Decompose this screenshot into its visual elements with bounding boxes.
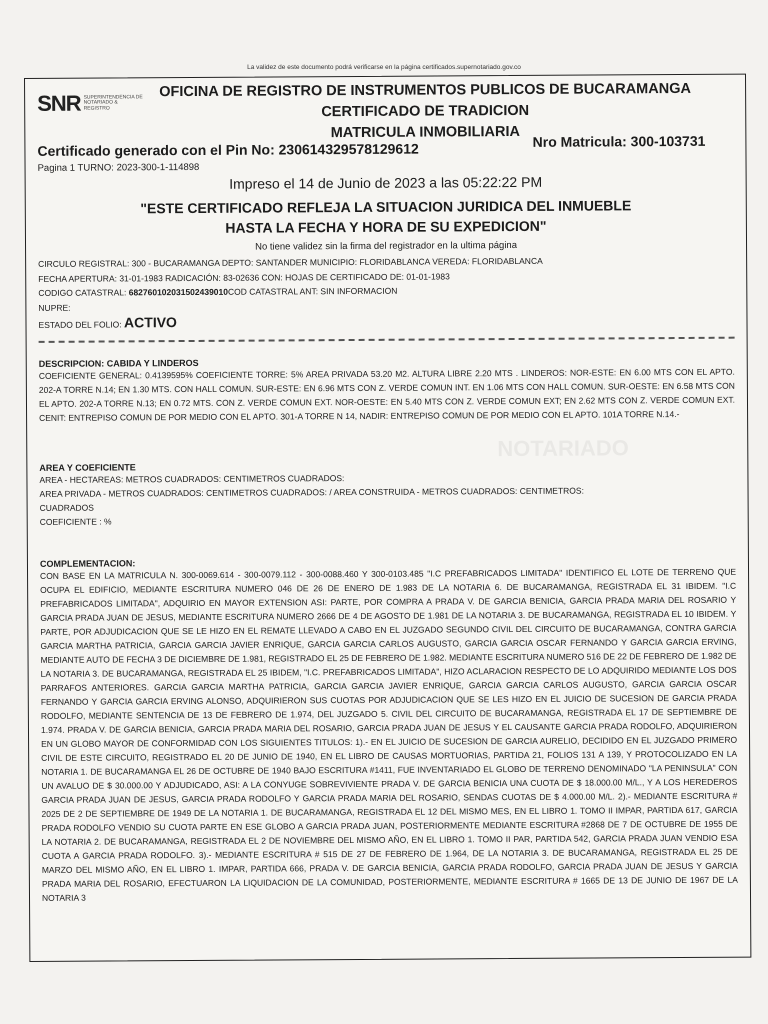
area-line2: AREA PRIVADA - METROS CUADRADOS: CENTIMETROS CUADRADOS: / AREA CONSTRUIDA - METROS CUADRADOS: CENTIMETROS: (39, 485, 584, 499)
area-line1: AREA - HECTAREAS: METROS CUADRADOS: CENTIMETROS CUADRADOS: (39, 473, 345, 485)
logo-text: SUPERINTENDENCIA DE NOTARIADO & REGISTRO (83, 94, 143, 112)
circulo-registral: CIRCULO REGISTRAL: 300 - BUCARAMANGA DEPTO: SANTANDER MUNICIPIO: FLORIDABLANCA VEREDA: FLORIDABLANCA (38, 255, 543, 269)
pin-text: Certificado generado con el Pin No: 230614329578129612 (37, 140, 419, 159)
registry-metadata (38, 253, 728, 315)
watermark: NOTARIADO (497, 435, 629, 462)
area-section (39, 459, 735, 529)
area-title: AREA Y COEFICIENTE (39, 462, 136, 473)
dashed-divider (39, 337, 735, 343)
matricula-title: MATRICULA INMOBILIARIA (330, 123, 521, 142)
validity-note: No tiene validez sin la firma del registrador en la ultima página (255, 239, 518, 253)
area-line3: CUADRADOS (39, 502, 94, 513)
print-date: Impreso el 14 de Junio de 2023 a las 05:22:22 PM (229, 173, 543, 192)
office-title: OFICINA DE REGISTRO DE INSTRUMENTOS PUBLICOS DE BUCARAMANGA (159, 80, 691, 101)
codigo-catastral-value: 682760102031502439010 (128, 286, 229, 298)
nupre: NUPRE: (38, 302, 71, 313)
estado-label: ESTADO DEL FOLIO: (38, 319, 122, 330)
fecha-apertura: FECHA APERTURA: 31-01-1983 RADICACIÓN: 83-02636 CON: HOJAS DE CERTIFICADO DE: 01-01-1983 (38, 270, 450, 284)
cod-catastral-ant: COD CATASTRAL ANT: SIN INFORMACION (227, 285, 398, 297)
certificate-frame (24, 74, 751, 962)
descripcion-text: COEFICIENTE GENERAL: 0.4139595% COEFICIENTE TORRE: 5% AREA PRIVADA 53.20 M2. ALTURA LIBRE 2.20 MTS . LINDEROS: NOR-ESTE: EN 6.00 MTS CON EL APTO. 202-A TORRE N.14; EN 1.30 MTS. CON HALL COMUN. SUR-ESTE: EN 6.96 MTS CON Z. VERDE COMUN INT. EN 1.06 MTS CON HALL COMUN. SUR-OESTE: EN 6.58 MTS CON EL APTO. 202-A TORRE N.13; EN 0.72 MTS. CON Z. VERDE COMUN EXT. NOR-OESTE: EN 5.40 MTS CON Z. VERDE COMUN EXT; EN 2.62 MTS CON Z. VERDE COMUN EXT. CENIT: ENTREPISO COMUN DE POR MEDIO CON EL APTO. 301-A TORRE N 14, NADIR: ENTREPISO COMUN DE POR MEDIO CON EL APTO. 101A TORRE N.14.- (38, 366, 736, 423)
area-line4: COEFICIENTE : % (39, 516, 112, 527)
estado-value: ACTIVO (123, 314, 177, 331)
codigo-catastral-label: CODIGO CATASTRAL: (38, 287, 127, 298)
complementacion-text: CON BASE EN LA MATRICULA N. 300-0069.614 - 300-0079.112 - 300-0088.460 Y 300-0103.485 "I.C PREFABRICADOS LIMITADA" IDENTIFICO EL LOTE DE TERRENO QUE OCUPA EL EDIFICIO, MEDIANTE ESCRITURA NUMERO 046 DE 26 DE ENERO DE 1.983 DE LA NOTARIA 6. DE BUCARAMANGA, REGISTRADA EL 31 IBIDEM. "I.C PREFABRICADOS LIMITADA", ADQUIRIO EN MAYOR EXTENSION ASI: PARTE, POR COMPRA A PRADA V. DE GARCIA BENICIA, GARCIA PRADA MARIA DEL ROSARIO Y GARCIA PRADA JUAN DE JESUS, MEDIANTE ESCRITURA NUMERO 2666 DE 4 DE AGOSTO DE 1.981 DE LA NOTARIA 3. DE BUCARAMANGA, REGISTRADA EL 10 IBIDEM. Y PARTE, POR ADJUDICACION QUE SE LE HIZO EN EL REMATE LLEVADO A CABO EN EL JUZGADO SEGUNDO CIVIL DEL CIRCUITO DE BUCARAMANGA, CONTRA GARCIA GARCIA MARTHA PATRICIA, GARCIA GARCIA JAVIER ENRIQUE, GARCIA GARCIA CARLOS AUGUSTO, GARCIA GARCIA OSCAR FERNANDO Y GARCIA GARCIA ERVING, MEDIANTE AUTO DE FECHA 3 DE DICIEMBRE DE 1.981, REGISTRADO EL 25 DE FEBRERO DE 1.982. MEDIANTE ESCRITURA NUMERO 516 DE 22 DE FEBRERO DE 1.982 DE LA NOTARIA 3. DE BUCARAMANGA, REGISTRADA EL 25 IBIDEM, "I.C. PREFABRICADOS LIMITADA", HIZO ACLARACION RESPECTO DE LO ADQUIRIDO MEDIANTE LOS DOS PARRAFOS ANTERIORES. GARCIA GARCIA MARTHA PATRICIA, GARCIA GARCIA JAVIER ENRIQUE, GARCIA GARCIA CARLOS AUGUSTO, GARCIA GARCIA OSCAR FERNANDO Y GARCIA GARCIA ERVING ALONSO, ADQUIRIERON SUS CUOTAS POR ADJUDICACION QUE SE LES HIZO EN EL JUICIO DE SUCESION DE GARCIA PRADA RODOLFO, MEDIANTE SENTENCIA DE 13 DE FEBRERO DE 1.974, DEL JUZGADO 5. CIVIL DEL CIRCUITO DE BUCARAMANGA, REGISTRADA EL 17 DE SEPTIEMBRE DE 1.974. PRADA V. DE GARCIA BENICIA, GARCIA PRADA MARIA DEL ROSARIO, GARCIA PRADA JUAN DE JESUS Y EL CAUSANTE GARCIA PRADA RODOLFO, ADQUIRIERON EN UN GLOBO MAYOR DE CONFORMIDAD CON LOS SIGUIENTES TITULOS: 1).- EN EL JUICIO DE SUCESION DE GARCIA AURELIO, DECIDIDO EN EL JUZGADO PRIMERO CIVIL DE ESTE CIRCUITO, REGISTRADO EL 20 DE JUNIO DE 1940, EN EL LIBRO DE CAUSAS MORTUORIAS, PARTIDA 21, FOLIOS 131 A 139, Y PROTOCOLIZADO EN LA NOTARIA 1. DE BUCARAMANGA EL 26 DE OCTUBRE DE 1940 BAJO ESCRITURA #1411, FUE INVENTARIADO EL GLOBO DE TERRENO DENOMINADO "LA PENINSULA" CON UN AVALUO DE $ 30.000.00 Y ADJUDICADO, ASI: A LA CONYUGE SOBREVIVIENTE PRADA V. DE GARCIA BENICIA UNA CUOTA DE $ 18.000.00 M/L., Y A LOS HEREDEROS GARCIA PRADA JUAN DE JESUS, GARCIA PRADA RODOLFO Y GARCIA PRADA MARIA DEL ROSARIO, SENDAS CUOTAS DE $ 4.000.00 M/L. 2).- MEDIANTE ESCRITURA # 2025 DE 2 DE SEPTIEMBRE DE 1949 DE LA NOTARIA 1. DE BUCARAMANGA, REGISTRADA EL 12 DEL MISMO MES, EN EL LIBRO 1. TOMO II IMPAR, PARTIDA 617, GARCIA PRADA RODOLFO VENDIO SU CUOTA PARTE EN ESE GLOBO A GARCIA PRADA JUAN, POSTERIORMENTE MEDIANTE ESCRITURA #2868 DE 7 DE OCTUBRE DE 1955 DE LA NOTARIA 2. DE BUCARAMANGA, REGISTRADA EL 2 DE NOVIEMBRE DEL MISMO AÑO, EN EL LIBRO 1. TOMO II PAR, PARTIDA 542, GARCIA PRADA JUAN VENDIO ESA CUOTA A GARCIA PRADA RODOLFO. 3).- MEDIANTE ESCRITURA # 515 DE 27 DE FEBRERO DE 1.964, DE LA NOTARIA 3. DE BUCARAMANGA, REGISTRADA EL 25 DE MARZO DEL MISMO AÑO, EN EL LIBRO 1. IMPAR, PARTIDA 666, PRADA V. DE GARCIA BENICIA, GARCIA PRADA RODOLFO, GARCIA PRADA JUAN DE JESUS Y GARCIA PRADA MARIA DEL ROSARIO, EFECTUARON LA LIQUIDACION DE LA COMUNIDAD, POSTERIORMENTE, MEDIANTE ESCRITURA # 1665 DE 13 DE JUNIO DE 1967 DE LA NOTARIA 3 (40, 566, 738, 903)
matricula-number: Nro Matricula: 300-103731 (532, 132, 706, 150)
page-turn: Pagina 1 TURNO: 2023-300-1-114898 (37, 161, 200, 174)
complementacion-section (40, 555, 738, 905)
legal-notice-line2: HASTA LA FECHA Y HORA DE SU EXPEDICION" (225, 217, 547, 236)
complementacion-title: COMPLEMENTACION: (39, 558, 136, 569)
logo-mark: SNR (37, 90, 81, 116)
descripcion-section (39, 355, 735, 425)
certificate-title: CERTIFICADO DE TRADICION (321, 102, 530, 121)
estado-folio (38, 314, 177, 331)
verification-note: La validez de este documento podrá verificarse en la página certificados.supernotariado.gov.co (247, 64, 521, 71)
legal-notice-line1: "ESTE CERTIFICADO REFLEJA LA SITUACION JURIDICA DEL INMUEBLE (140, 197, 632, 217)
descripcion-title: DESCRIPCION: CABIDA Y LINDEROS (38, 357, 199, 369)
legal-notice (26, 195, 746, 239)
